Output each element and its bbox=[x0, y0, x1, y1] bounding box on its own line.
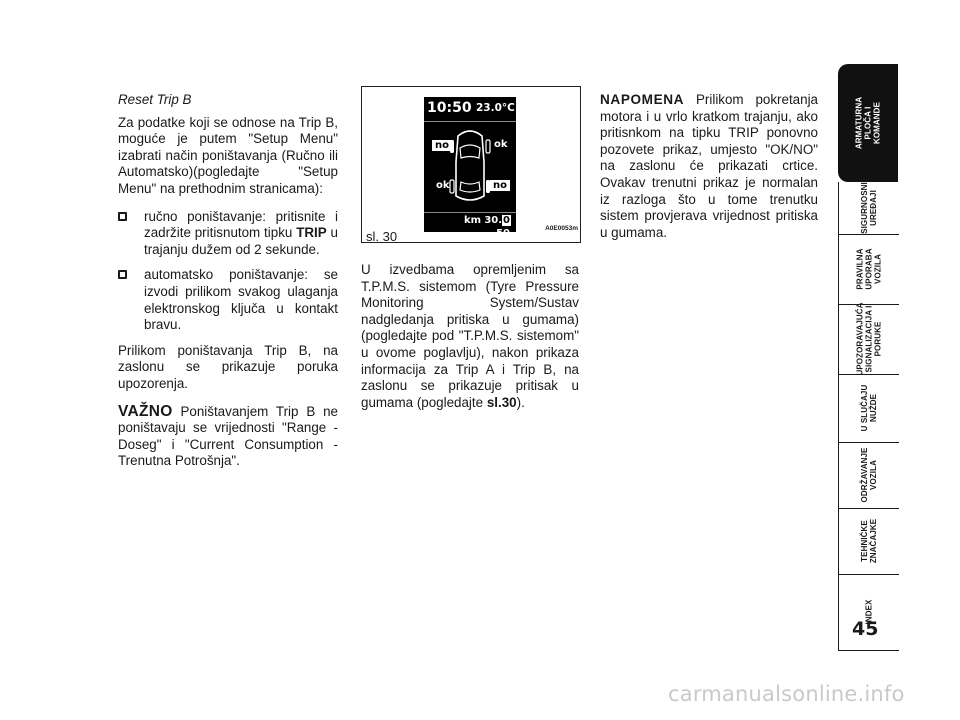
tab-armaturna-ploca[interactable]: ARMATURNA PLOČA I KOMANDE bbox=[838, 64, 898, 182]
important-label: VAŽNO bbox=[118, 402, 173, 420]
chapter-tabs bbox=[838, 64, 898, 674]
important-text: Poništavanjem Trip B ne poništavaju se vrijednosti "Range - Doseg" i "Current Consumption - Trenutna Potrošnja". bbox=[118, 403, 338, 469]
tyre-front-right-status: ok bbox=[494, 139, 508, 150]
bullet-text: u trajanju dužem od 2 sekunde. bbox=[144, 225, 338, 257]
tyre-rear-left-status: ok bbox=[436, 180, 450, 191]
intro-paragraph: Za podatke koji se odnose na Trip B, moguće je putem "Setup Menu" izabrati način poništavanja (Ručno ili Automatsko)(pogledajte "Setup Menu" na prethodnim stranicama): bbox=[118, 114, 338, 196]
tyre-front-left-status: no bbox=[432, 140, 452, 151]
car-outline-icon bbox=[424, 122, 516, 212]
dashboard-display bbox=[424, 97, 516, 239]
figure-tpms-display bbox=[361, 86, 581, 243]
reset-warning-paragraph: Prilikom poništavanja Trip B, na zaslonu se prikazuje poruka upozorenja. bbox=[118, 342, 338, 391]
tpms-paragraph: U izvedbama opremljenim sa T.P.M.S. sistemom (Tyre Pressure Monitoring System/Sustav nadgledanja pritiska u gumama)(pogledajte pod "T.P.M.S. sistemom" u ovome poglavlju), nakon prikaza informacija za Trip A i Trip B, na zaslonu se prikazuje pritisak u gumama (pogledajte sl.30). bbox=[361, 262, 579, 410]
note-text: Prilikom pokretanja motora i u vrlo kratkom trajanju, ako pritisnkom na tipku TRIP ponovno pozovete prikaz, umjesto "OK/NO" na zaslonu će prikazati crtice. Ovakav trenutni prikaz je normalan iz razloga što u tome trenutku sistem provjerava vrijednost pritiska u gumama. bbox=[600, 92, 818, 240]
bullet-square-icon bbox=[118, 212, 127, 221]
tab-pravilna-uporaba[interactable]: PRAVILNA UPORABA VOZILA bbox=[838, 234, 899, 305]
range-value: 50 bbox=[496, 228, 510, 239]
figure-reference: sl.30 bbox=[486, 394, 517, 410]
tyre-icon bbox=[486, 140, 490, 153]
text-column-2 bbox=[361, 262, 579, 422]
tyre-status-area bbox=[424, 121, 516, 213]
bullet-manual-reset bbox=[118, 209, 338, 259]
bullet-automatic-reset bbox=[118, 267, 338, 333]
display-temperature: 23.0°C bbox=[476, 102, 515, 114]
tab-tehnicke-znacajke[interactable]: TEHNIČKE ZNAČAJKE bbox=[838, 508, 899, 575]
odometer-decimal: 0 bbox=[503, 215, 510, 226]
display-time: 10:50 bbox=[427, 100, 472, 116]
bullet-square-icon bbox=[118, 270, 127, 279]
odometer-unit: km bbox=[464, 215, 482, 226]
tab-odrzavanje-vozila[interactable]: ODRŽAVANJE VOZILA bbox=[838, 442, 899, 509]
note-label: NAPOMENA bbox=[600, 92, 685, 107]
odometer-value: 30.0 bbox=[484, 215, 510, 226]
tab-index[interactable]: INDEX bbox=[838, 574, 899, 651]
tab-u-slucaju-nuzde[interactable]: U SLUČAJU NUŽDE bbox=[838, 374, 899, 443]
note-paragraph bbox=[600, 92, 818, 241]
tab-sigurnosni-uredaji[interactable]: SIGURNOSNI UREĐAJI bbox=[838, 182, 899, 235]
section-heading: Reset Trip B bbox=[118, 92, 192, 107]
text-column-1 bbox=[118, 92, 338, 481]
text-column-3 bbox=[600, 92, 818, 252]
bullet-text: ručno poništavanje: pritisnite i zadržite pritisnutom tipku bbox=[144, 208, 338, 241]
figure-caption: sl. 30 bbox=[366, 229, 398, 244]
tyre-rear-right-status: no bbox=[490, 180, 510, 191]
important-note bbox=[118, 404, 338, 470]
page-number: 45 bbox=[852, 618, 879, 640]
bullet-text: automatsko poništavanje: se izvodi prilikom svakog ulaganja elektronskog ključa u kontakt bravu. bbox=[144, 267, 338, 333]
watermark: carmanualsonline.info bbox=[668, 682, 905, 706]
figure-code: A0E0053m bbox=[545, 225, 578, 232]
trip-key-label: TRIP bbox=[296, 225, 327, 241]
tab-upozoravajuca-signalizacija[interactable]: UPOZORAVAJUĆA SIGNALIZACIJA I PORUKE bbox=[838, 304, 899, 375]
